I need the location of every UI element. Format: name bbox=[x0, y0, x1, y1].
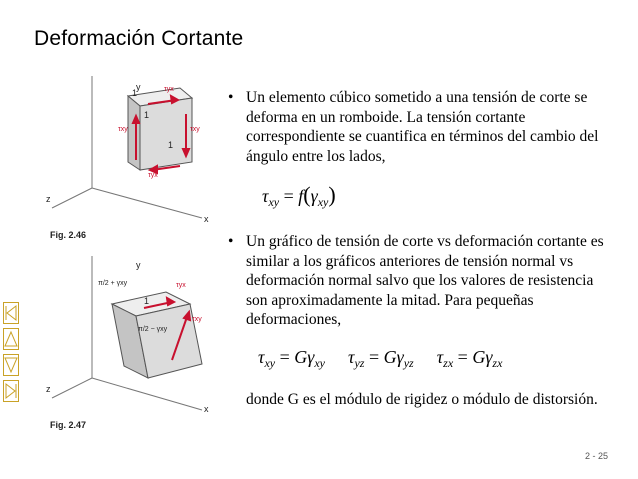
last-page-icon bbox=[3, 380, 19, 402]
eq1-tau-sub: xy bbox=[268, 195, 280, 209]
eq1-gamma: γ bbox=[310, 186, 318, 206]
figure-rhomboid bbox=[40, 252, 220, 434]
fig2-tau-top: τyx bbox=[176, 282, 186, 289]
fig1-tau-left: τxy bbox=[118, 126, 128, 133]
prev-page-button[interactable] bbox=[3, 328, 19, 350]
fig2-angle-plus: π/2 + γxy bbox=[98, 280, 128, 287]
fig1-label: Fig. 2.46 bbox=[50, 230, 87, 240]
closing-text: donde G es el módulo de rigidez o módulo de distorsión. bbox=[246, 391, 598, 408]
last-page-button[interactable] bbox=[3, 380, 19, 402]
fig2-axis-y: y bbox=[136, 260, 141, 270]
page-number: 2 - 25 bbox=[584, 451, 608, 461]
fig2-axis-x: x bbox=[204, 404, 209, 414]
eq1-tau: τ bbox=[262, 186, 269, 206]
equation-shear-function: $\tau_{xy} = f(\gamma_{xy})$ bbox=[262, 182, 336, 209]
first-page-button[interactable] bbox=[3, 302, 19, 324]
fig1-axis-x: x bbox=[204, 214, 209, 224]
next-page-icon bbox=[3, 354, 19, 376]
equation-shear-modulus bbox=[258, 347, 502, 371]
figure-cube bbox=[40, 66, 220, 244]
prev-page-icon bbox=[3, 328, 19, 350]
fig1-edge-2: 1 bbox=[144, 110, 150, 120]
fig2-angle-minus: π/2 − γxy bbox=[138, 326, 168, 333]
fig1-edge-3: 1 bbox=[168, 140, 174, 150]
bullet-1-text: Un elemento cúbico sometido a una tensión de corte se deforma en un romboide. La tensión cortante correspondiente se cuantifica en términos del cambio del ángulo entre los lados, bbox=[246, 89, 599, 165]
slide-title: Deformación Cortante bbox=[34, 27, 244, 50]
bullet-dot: • bbox=[228, 89, 234, 106]
fig1-axis-y: y bbox=[136, 82, 141, 92]
next-page-button[interactable] bbox=[3, 354, 19, 376]
bullet-2-text: Un gráfico de tensión de corte vs deformación cortante es similar a los gráficos anteriores de tensión normal vs deformación normal salvo que los valores de resistencia son aproximadamente la mitad. Para pequeñas deformaciones, bbox=[246, 233, 604, 328]
fig1-tau-bottom: τyx bbox=[148, 172, 158, 179]
fig2-edge-1: 1 bbox=[144, 296, 150, 306]
fig1-tau-right: τxy bbox=[190, 126, 200, 133]
fig1-edge-1: 1 bbox=[132, 88, 138, 98]
fig2-tau-right: τxy bbox=[192, 316, 202, 323]
eq2-term-yz: $\tau_{yz} = G\gamma_{yz}$ bbox=[348, 347, 414, 370]
fig2-axis-z: z bbox=[46, 384, 51, 394]
bullet-1 bbox=[228, 88, 628, 166]
eq1-gamma-sub: xy bbox=[317, 195, 329, 209]
fig1-tau-top: τyx bbox=[164, 86, 174, 93]
fig2-label: Fig. 2.47 bbox=[50, 420, 87, 430]
eq1-f: f bbox=[298, 186, 304, 206]
eq2-term-zx: $\tau_{zx} = G\gamma_{zx}$ bbox=[436, 347, 503, 370]
first-page-icon bbox=[3, 302, 19, 324]
eq2-term-xy: $\tau_{xy} = G\gamma_{xy}$ bbox=[258, 347, 326, 370]
bullet-dot: • bbox=[228, 233, 234, 250]
bullet-2 bbox=[228, 232, 608, 330]
fig1-axis-z: z bbox=[46, 194, 51, 204]
